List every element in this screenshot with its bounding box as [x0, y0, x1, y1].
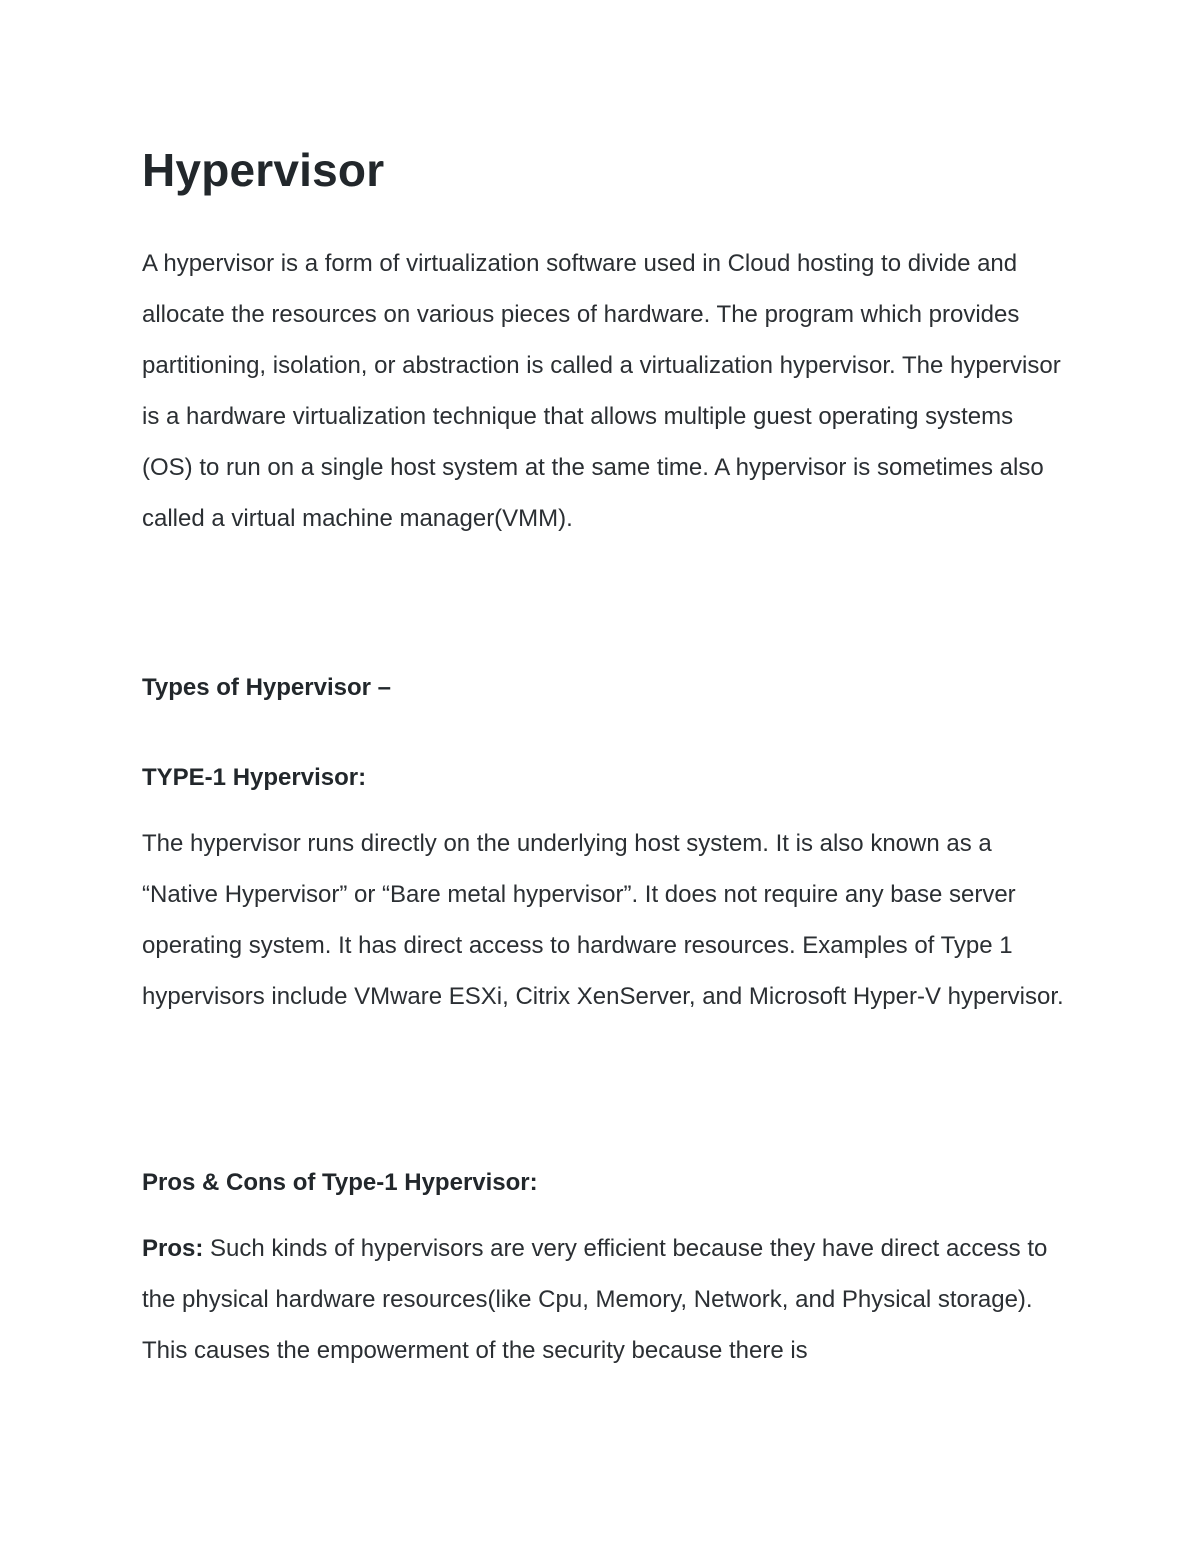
type1-heading: TYPE-1 Hypervisor: [142, 764, 367, 791]
intro-paragraph: A hypervisor is a form of virtualization software used in Cloud hosting to divide and allocate the resources on various pieces of hardware. The program which provides partitioning, isolation, or abstraction is called a virtualization hypervisor. The hypervisor is a hardware virtualization technique that allows multiple guest operating systems (OS) to run on a single host system at the same time. A hypervisor is sometimes also called a virtual machine manager(VMM). [142, 250, 1061, 532]
types-heading: Types of Hypervisor – [142, 674, 391, 701]
proscons-heading: Pros & Cons of Type-1 Hypervisor: [142, 1169, 538, 1196]
pros-body: Such kinds of hypervisors are very efficient because they have direct access to the physical hardware resources(like Cpu, Memory, Network, and Physical storage). This causes the empowerment of the security because there is [142, 1235, 1048, 1364]
pros-paragraph [142, 1223, 1067, 1376]
page-title: Hypervisor [142, 144, 385, 196]
type1-paragraph: The hypervisor runs directly on the underlying host system. It is also known as a “Native Hypervisor” or “Bare metal hypervisor”. It does not require any base server operating system. It has direct access to hardware resources. Examples of Type 1 hypervisors include VMware ESXi, Citrix XenServer, and Microsoft Hyper-V hypervisor. [142, 830, 1064, 1010]
pros-label: Pros: [142, 1235, 204, 1262]
